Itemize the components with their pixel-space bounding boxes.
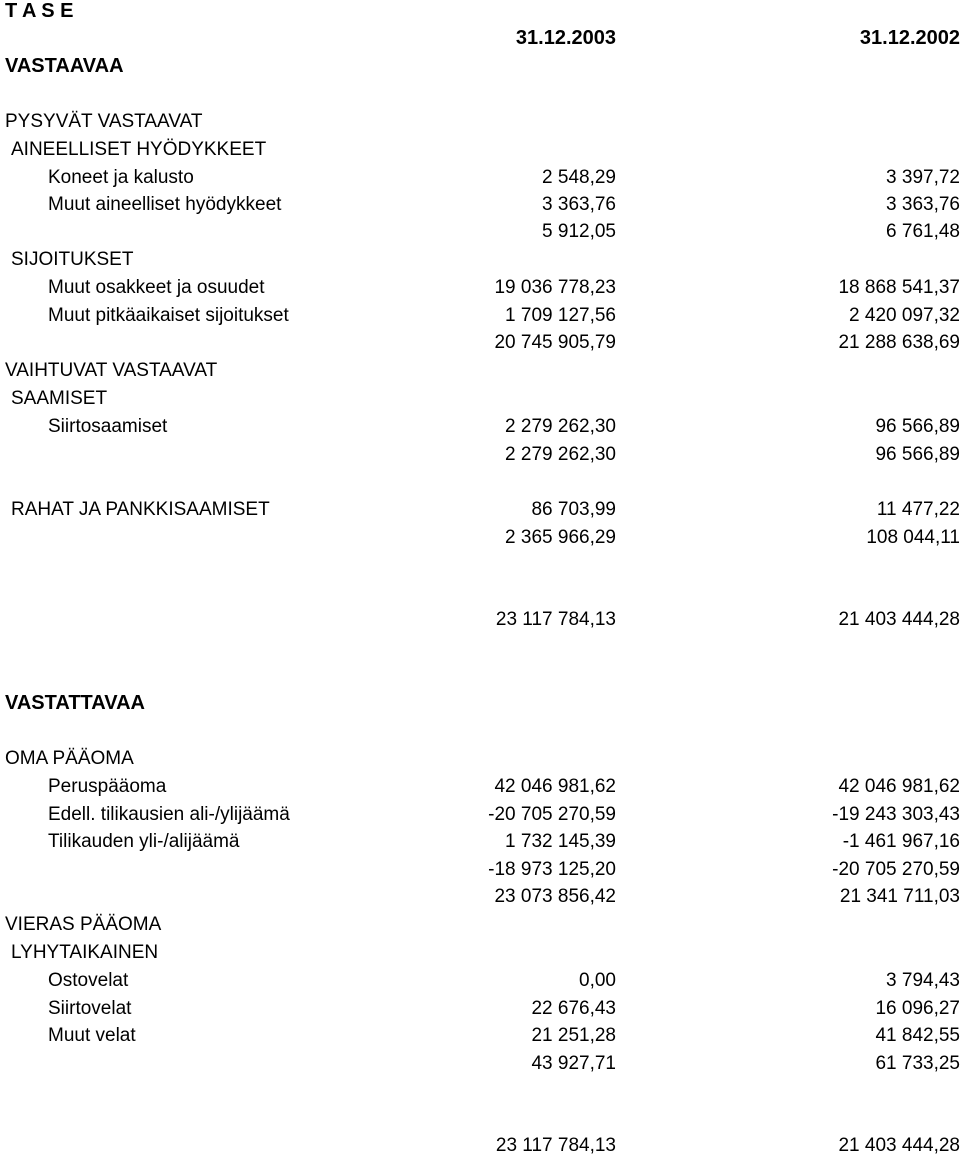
table-row	[0, 302, 960, 330]
row-label: Muut velat	[48, 1025, 136, 1046]
row-label: Siirtosaamiset	[48, 416, 168, 437]
value-2002: 3 363,76	[886, 194, 960, 215]
row-label: RAHAT JA PANKKISAAMISET	[11, 499, 270, 520]
value-2002: 96 566,89	[875, 444, 960, 465]
section-vieras-paaoma	[0, 911, 960, 939]
column-header-2002: 31.12.2002	[859, 27, 960, 49]
table-row	[0, 773, 960, 801]
value-2002: 21 341 711,03	[839, 886, 960, 907]
row-label: VASTATTAVAA	[5, 692, 145, 714]
row-label: Muut pitkäaikaiset sijoitukset	[48, 305, 289, 326]
value-2002: 6 761,48	[886, 221, 960, 242]
value-2003: 2 279 262,30	[505, 444, 616, 465]
value-2002: 3 397,72	[886, 167, 960, 188]
value-2003: 3 363,76	[542, 194, 616, 215]
value-2003: 2 279 262,30	[505, 416, 616, 437]
value-2002: 61 733,25	[875, 1053, 960, 1074]
value-2003: 21 251,28	[531, 1025, 616, 1046]
value-2002: 3 794,43	[886, 970, 960, 991]
table-row	[0, 1022, 960, 1050]
value-2002: 41 842,55	[875, 1025, 960, 1046]
section-vaihtuvat-vastaavat	[0, 357, 960, 385]
row-label: LYHYTAIKAINEN	[11, 942, 159, 963]
subtotal-row	[0, 329, 960, 357]
value-2003: 23 117 784,13	[495, 609, 616, 630]
value-2002: -1 461 967,16	[842, 831, 960, 852]
document-title: T A S E	[5, 0, 74, 22]
value-2003: 2 365 966,29	[505, 527, 616, 548]
value-2003: 23 073 856,42	[494, 886, 616, 907]
value-2003: 19 036 778,23	[494, 277, 616, 298]
value-2003: 42 046 981,62	[494, 776, 616, 797]
value-2002: 42 046 981,62	[838, 776, 960, 797]
value-2003: 22 676,43	[531, 998, 616, 1019]
value-2003: 0,00	[579, 970, 616, 991]
value-2002: 21 403 444,28	[838, 609, 960, 630]
subtotal-row	[0, 441, 960, 469]
section-saamiset	[0, 385, 960, 413]
value-2002: 2 420 097,32	[849, 305, 960, 326]
value-2002: -19 243 303,43	[832, 804, 960, 825]
table-row	[0, 828, 960, 856]
section-pysyvat-vastaavat	[0, 108, 960, 136]
row-label: Ostovelat	[48, 970, 129, 991]
value-2002: 21 288 638,69	[838, 332, 960, 353]
value-2003: -20 705 270,59	[488, 804, 616, 825]
table-row	[0, 413, 960, 441]
table-row	[0, 164, 960, 192]
row-label: Peruspääoma	[48, 776, 167, 797]
table-row	[0, 995, 960, 1023]
row-label: Koneet ja kalusto	[48, 167, 194, 188]
value-2002: 11 477,22	[876, 499, 960, 520]
value-2002: 108 044,11	[866, 527, 960, 548]
total-row	[0, 606, 960, 634]
subtotal-row	[0, 883, 960, 911]
table-row	[0, 191, 960, 219]
row-label: SIJOITUKSET	[11, 249, 134, 270]
row-label: Tilikauden yli-/alijäämä	[48, 831, 240, 852]
value-2002: -20 705 270,59	[832, 859, 960, 880]
value-2003: 2 548,29	[542, 167, 616, 188]
section-sijoitukset	[0, 246, 960, 274]
row-label: AINEELLISET HYÖDYKKEET	[11, 139, 267, 160]
section-vastaavaa	[0, 52, 960, 80]
row-label: SAAMISET	[11, 388, 108, 409]
table-row	[0, 274, 960, 302]
section-oma-paaoma	[0, 745, 960, 773]
row-label: PYSYVÄT VASTAAVAT	[5, 111, 203, 132]
value-2002: 21 403 444,28	[838, 1135, 960, 1156]
value-2003: 23 117 784,13	[495, 1135, 616, 1156]
row-label: VASTAAVAA	[5, 55, 124, 77]
row-label: Siirtovelat	[48, 998, 132, 1019]
section-aineelliset	[0, 136, 960, 164]
value-2003: 1 709 127,56	[505, 305, 616, 326]
row-label: Muut aineelliset hyödykkeet	[48, 194, 282, 215]
total-row	[0, 1132, 960, 1160]
row-label: OMA PÄÄOMA	[5, 748, 134, 769]
value-2003: 5 912,05	[542, 221, 616, 242]
table-row	[0, 967, 960, 995]
subtotal-row	[0, 1050, 960, 1078]
row-label: Edell. tilikausien ali-/ylijäämä	[48, 804, 290, 825]
table-row	[0, 801, 960, 829]
value-2002: 18 868 541,37	[838, 277, 960, 298]
table-row	[0, 496, 960, 524]
row-label: VIERAS PÄÄOMA	[5, 914, 162, 935]
section-vastattavaa	[0, 689, 960, 717]
subtotal-row	[0, 856, 960, 884]
value-2002: 96 566,89	[875, 416, 960, 437]
value-2002: 16 096,27	[875, 998, 960, 1019]
row-label: VAIHTUVAT VASTAAVAT	[5, 360, 218, 381]
value-2003: 1 732 145,39	[505, 831, 616, 852]
value-2003: 43 927,71	[531, 1053, 616, 1074]
value-2003: 86 703,99	[531, 499, 616, 520]
section-lyhytaikainen	[0, 939, 960, 967]
value-2003: 20 745 905,79	[494, 332, 616, 353]
value-2003: -18 973 125,20	[488, 859, 616, 880]
row-label: Muut osakkeet ja osuudet	[48, 277, 265, 298]
column-header-2003: 31.12.2003	[515, 27, 616, 49]
subtotal-row	[0, 218, 960, 246]
subtotal-row	[0, 524, 960, 552]
